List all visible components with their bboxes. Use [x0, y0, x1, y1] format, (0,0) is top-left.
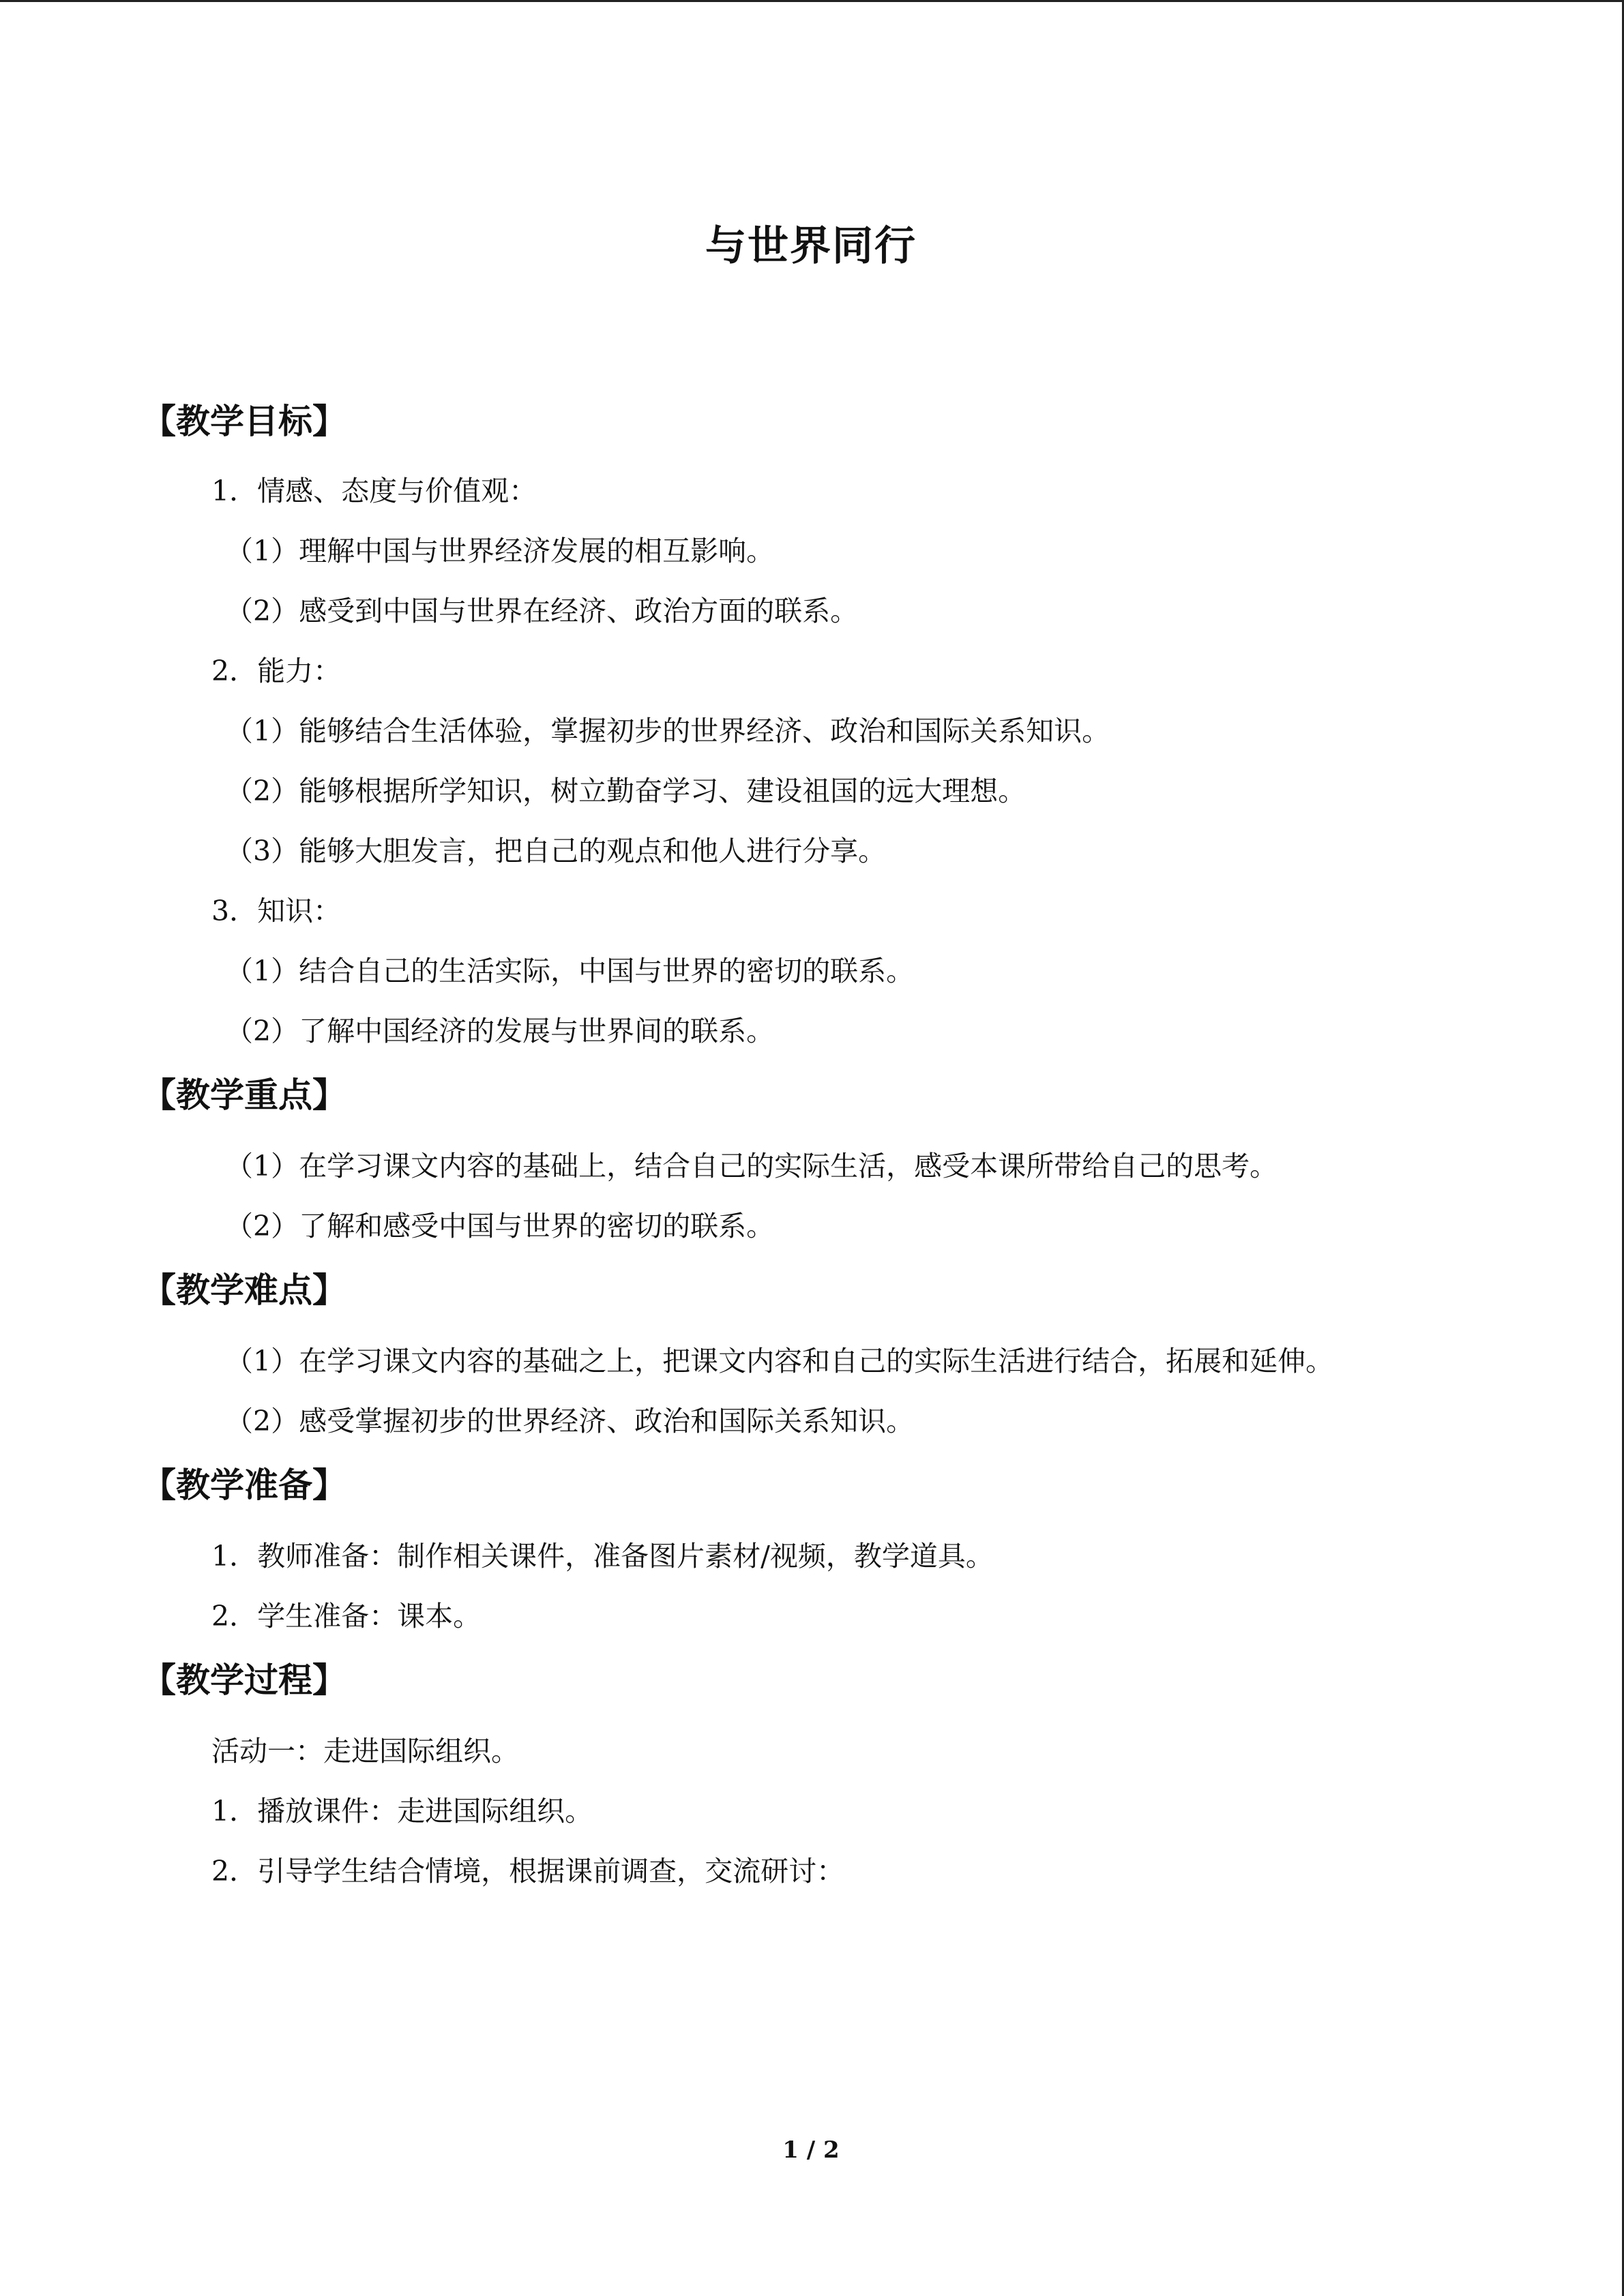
objective-line: （3）能够大胆发言，把自己的观点和他人进行分享。	[225, 835, 887, 867]
objective-line: （1）理解中国与世界经济发展的相互影响。	[225, 535, 775, 567]
difficulty-line: （2）感受掌握初步的世界经济、政治和国际关系知识。	[225, 1405, 915, 1437]
key-point-line: （1）在学习课文内容的基础上，结合自己的实际生活，感受本课所带给自己的思考。	[225, 1150, 1278, 1182]
section-heading-preparation: 【教学准备】	[142, 1465, 346, 1505]
objective-line: （2）感受到中国与世界在经济、政治方面的联系。	[225, 595, 859, 627]
objective-line: （1）能够结合生活体验，掌握初步的世界经济、政治和国际关系知识。	[225, 715, 1110, 747]
objective-line: 1．情感、态度与价值观：	[211, 475, 537, 507]
process-line: 活动一：走进国际组织。	[211, 1735, 519, 1768]
section-heading-difficulties: 【教学难点】	[142, 1270, 346, 1310]
document-body	[142, 387, 1445, 1901]
section-heading-objectives: 【教学目标】	[142, 402, 346, 441]
objective-line: 2．能力：	[211, 655, 342, 687]
objective-line: （2）了解中国经济的发展与世界间的联系。	[225, 1015, 775, 1047]
page-number: 1 / 2	[782, 2136, 840, 2164]
section-heading-key-points: 【教学重点】	[142, 1075, 346, 1115]
document-title: 与世界同行	[705, 222, 917, 270]
objective-line: 3．知识：	[211, 895, 342, 927]
key-point-line: （2）了解和感受中国与世界的密切的联系。	[225, 1210, 775, 1242]
preparation-line: 1．教师准备：制作相关课件，准备图片素材/视频，教学道具。	[211, 1540, 994, 1572]
preparation-line: 2．学生准备：课本。	[211, 1600, 482, 1632]
process-line: 2．引导学生结合情境，根据课前调查，交流研讨：	[211, 1855, 845, 1888]
process-line: 1．播放课件：走进国际组织。	[211, 1795, 593, 1828]
objective-line: （2）能够根据所学知识，树立勤奋学习、建设祖国的远大理想。	[225, 775, 1027, 807]
objective-line: （1）结合自己的生活实际，中国与世界的密切的联系。	[225, 955, 915, 987]
difficulty-paragraph: （1）在学习课文内容的基础之上，把课文内容和自己的实际生活进行结合，拓展和延伸。	[225, 1345, 1334, 1377]
section-heading-process: 【教学过程】	[142, 1660, 346, 1700]
